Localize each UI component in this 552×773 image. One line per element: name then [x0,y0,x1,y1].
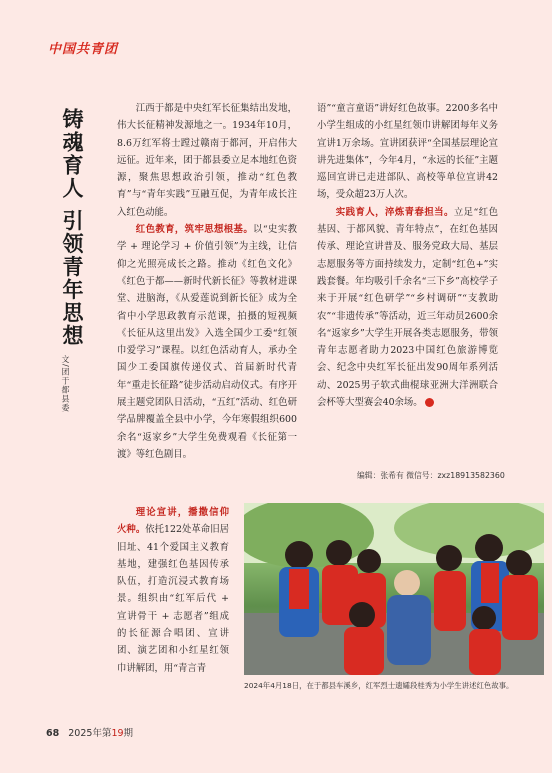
section-lead-red-education: 红色教育，筑牢思想根基。 [135,224,254,236]
editor-credit: 编辑：张希有 微信号：zxz18913582360 [357,471,505,480]
column-left-top [117,100,297,463]
column-left-bottom [117,504,229,677]
article-title: 铸魂育人 引领青年思想 [60,108,84,348]
paragraph-theory-body: 依托122处革命旧居旧址、41个爱国主义教育基地，建强红色基因传承队伍，打造沉浸式教育场景。组织由“红军后代 + 宣讲骨干 + 志愿者”组成的长征源合唱团、宣讲团、演艺团和小红星红领巾讲解团，用“青言青 [117,524,229,674]
article-author: 文/团于都县委 [61,355,70,413]
page-footer [46,725,133,739]
footer-suffix: 期 [123,728,134,739]
footer-date: 2025年第 [68,728,112,739]
footer-issue: 19 [111,728,124,739]
paragraph-practice [317,204,498,412]
section-lead-practice: 实践育人，淬炼青春担当。 [335,206,454,218]
magazine-logo: 中国共青团 [48,42,119,57]
column-right [317,100,498,411]
paragraph-red-education [117,221,297,463]
photo-caption: 2024年4月18日，在于都县车溪乡，红军烈士遗孀段桂秀为小学生讲述红色故事。 [244,681,514,690]
paragraph-intro: 江西于都是中央红军长征集结出发地，伟大长征精神发源地之一。1934年10月，8.6万红军将士蹚过赣南于都河，开启伟大远征。近年来，团于都县委立足本地红色资源，聚焦思想政治引领，推动“红色教育”与“青年实践”互融互促，为青年成长注入红色动能。 [117,103,297,218]
paragraph-red-education-body: 以“史实教学 + 理论学习 + 价值引领”为主线，让信仰之光照亮成长之路。推动《红色文化》《红色于都——新时代新长征》等教材进课堂、进脑海，《从爱莲说到新长征》成为全省中小学思政教育示范课，拍摄的短视频《长征从这里出发》入选全国少工委“红领巾爱学习”课程。以红色活动育人，承办全国少工委国旗传递仪式、首届新时代青年“重走长征路”徒步活动启动仪式。有序开展主题党团队日活动，“五红”活动、红色研学品牌覆盖全县中小学，今年寒假组织600余名“返家乡”大学生免费观看《长征第一渡》等红色剧目。 [117,224,297,460]
paragraph-practice-body: 立足“红色基因、于都风貌、青年特点”，在红色基因传承、理论宣讲普及、服务党政大局、基层志愿服务等方面持续发力，定制“红色+”实践套餐。年均吸引千余名“三下乡”高校学子来于开展“红色研学”“乡村调研”“支教助农”“非遗传承”等活动，近三年动员2600余名“返家乡”大学生开展各类志愿服务，带领青年志愿者助力2023中国红色旅游博览会、纪念中央红军长征出发90周年系列活动、2025男子软式曲棍球亚洲大洋洲联合会杯等大型赛会40余场。 [317,206,498,409]
paragraph-theory-cont: 语”“童言童语”讲好红色故事。2200多名中小学生组成的小红星红领巾讲解团每年义务宣讲1万余场。宣讲团获评“全国基层理论宣讲先进集体”，今年4月，“永远的长征”主题巡回宣讲已走进部队、高校等单位宣讲42场，受众超23万人次。 [317,103,498,201]
section-lead-theory: 理论宣讲，播撒信仰火种。 [117,507,229,536]
page-number: 68 [46,728,60,739]
end-mark-icon [425,398,434,407]
article-photo [244,503,544,675]
paragraph-theory [117,504,229,677]
photo-illustration [244,503,544,675]
